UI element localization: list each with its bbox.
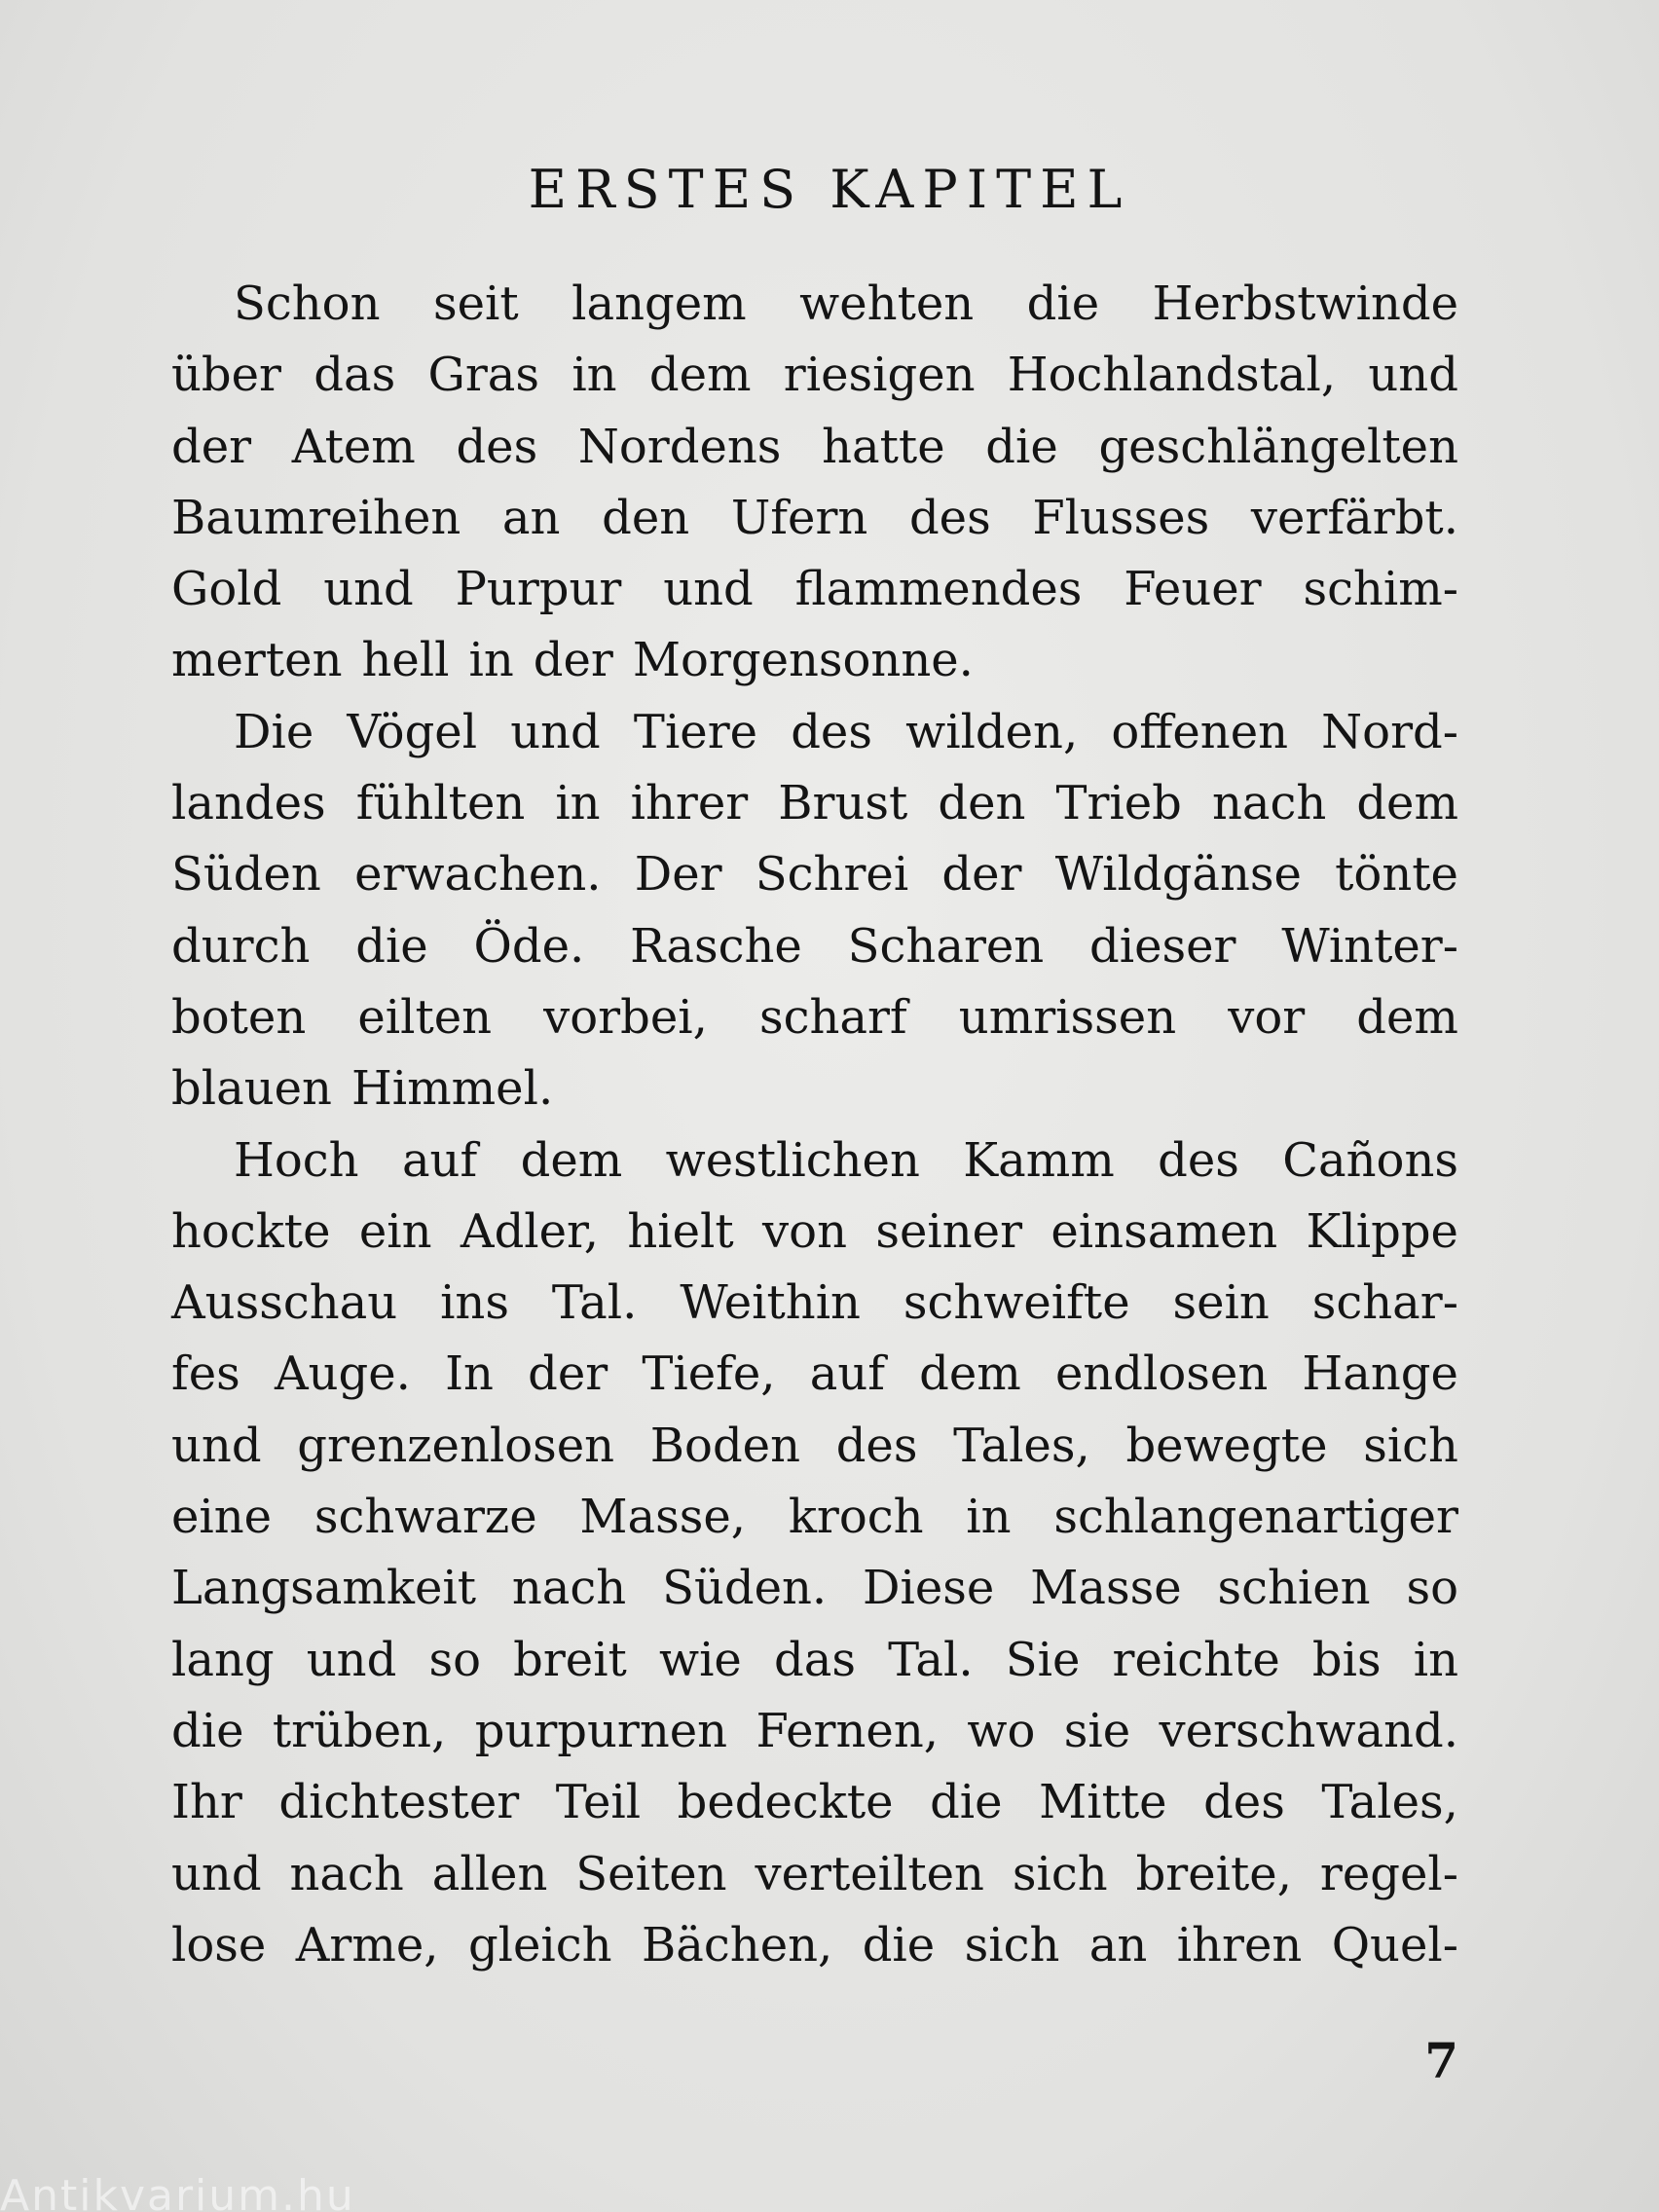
word: Arme, (295, 1917, 439, 1972)
text-line (171, 625, 1458, 696)
word: Baumreihen (171, 490, 461, 545)
word: durch (171, 918, 311, 974)
word: Tiere (633, 704, 758, 759)
text-line (171, 1339, 1458, 1410)
word: eine (171, 1490, 273, 1545)
word: lang (171, 1632, 275, 1687)
word: blauen (171, 1061, 332, 1117)
word: wehten (799, 276, 975, 331)
word: vor (1228, 989, 1306, 1045)
word: gleich (467, 1917, 612, 1972)
word: hatte (822, 419, 945, 474)
text-line (171, 1553, 1458, 1624)
watermark: Antikvarium.hu (0, 2177, 355, 2212)
word: Morgensonne. (632, 633, 974, 688)
word: der (171, 419, 252, 474)
word: hell (361, 633, 450, 688)
text-line (171, 1053, 1458, 1124)
text-line (171, 269, 1458, 340)
word: ins (440, 1275, 509, 1331)
word: sich (1012, 1846, 1108, 1901)
word: reichte (1112, 1632, 1280, 1687)
word: sich (964, 1917, 1060, 1972)
text-line (171, 340, 1458, 411)
word: und (171, 1846, 262, 1901)
word: Diese (863, 1561, 995, 1616)
word: ein (358, 1203, 432, 1259)
word: die (355, 918, 428, 974)
word: an (501, 490, 561, 545)
word: Fernen, (756, 1703, 939, 1758)
text-line (171, 1696, 1458, 1767)
text-line (171, 412, 1458, 483)
word: Langsamkeit (171, 1561, 477, 1616)
word: und (306, 1632, 397, 1687)
word: das (313, 348, 396, 403)
word: Tal. (888, 1632, 974, 1687)
word: Herbstwinde (1152, 276, 1458, 331)
word: Ausschau (171, 1275, 398, 1331)
word: erwachen. (354, 847, 602, 903)
word: dem (520, 1132, 623, 1188)
word: dem (1356, 776, 1458, 831)
word: in (966, 1490, 1012, 1545)
word: Atem (291, 419, 416, 474)
word: umrissen (958, 989, 1177, 1045)
word: Gras (427, 348, 540, 403)
word: und (510, 704, 601, 759)
word: des (1203, 1775, 1285, 1830)
text-line (171, 1767, 1458, 1838)
word: riesigen (783, 348, 976, 403)
word: Öde. (473, 918, 585, 974)
word: in (468, 633, 514, 688)
word: Masse, (579, 1490, 747, 1545)
word: in (1413, 1632, 1458, 1687)
word: Trieb (1055, 776, 1182, 831)
word: auf (401, 1132, 478, 1188)
word: grenzenlosen (297, 1418, 615, 1473)
word: Scharen (847, 918, 1045, 974)
word: trüben, (272, 1703, 447, 1758)
text-line (171, 483, 1458, 554)
word: endlosen (1054, 1346, 1269, 1402)
word: des (456, 419, 538, 474)
word: verteilten (755, 1846, 984, 1901)
text-line (171, 1482, 1458, 1553)
word: kroch (788, 1490, 924, 1545)
word: nach (1211, 776, 1327, 831)
word: seiner (875, 1203, 1023, 1259)
word: das (773, 1632, 856, 1687)
word: verschwand. (1159, 1703, 1458, 1758)
word: fes (171, 1346, 240, 1402)
word: Nordens (577, 419, 782, 474)
text-line (171, 1125, 1458, 1197)
word: Tal. (551, 1275, 638, 1331)
word: Seiten (575, 1846, 727, 1901)
word: geschlängelten (1098, 419, 1458, 474)
text-line (171, 768, 1458, 839)
word: regel- (1319, 1846, 1458, 1901)
word: schlangenartiger (1053, 1490, 1458, 1545)
word: dem (919, 1346, 1021, 1402)
word: Gold (171, 562, 282, 617)
word: westlichen (665, 1132, 920, 1188)
word: Sie (1005, 1632, 1081, 1687)
word: nach (289, 1846, 404, 1901)
word: Tales, (1321, 1775, 1458, 1830)
word: auf (809, 1346, 886, 1402)
word: schweifte (903, 1275, 1130, 1331)
word: lose (171, 1917, 267, 1972)
word: offenen (1111, 704, 1289, 759)
word: Adler, (460, 1203, 599, 1259)
word: breite, (1135, 1846, 1292, 1901)
word: Tales, (953, 1418, 1090, 1473)
word: schar- (1311, 1275, 1458, 1331)
word: den (938, 776, 1026, 831)
word: von (762, 1203, 847, 1259)
word: Mitte (1039, 1775, 1167, 1830)
text-line (171, 1625, 1458, 1696)
word: allen (431, 1846, 548, 1901)
word: bedeckte (677, 1775, 894, 1830)
word: und (1368, 348, 1458, 403)
word: breit (513, 1632, 627, 1687)
word: scharf (758, 989, 907, 1045)
word: wo (967, 1703, 1036, 1758)
word: Die (234, 704, 314, 759)
word: langem (571, 276, 747, 331)
word: purpurnen (474, 1703, 728, 1758)
word: Winter- (1281, 918, 1458, 974)
word: verfärbt. (1250, 490, 1458, 545)
word: über (171, 348, 281, 403)
text-line (171, 839, 1458, 910)
word: des (1158, 1132, 1239, 1188)
word: die (171, 1703, 244, 1758)
text-line (171, 911, 1458, 982)
word: Himmel. (350, 1061, 554, 1117)
word: so (428, 1632, 481, 1687)
word: wilden, (905, 704, 1079, 759)
word: in (555, 776, 601, 831)
word: die (862, 1917, 936, 1972)
word: Cañons (1282, 1132, 1458, 1188)
word: der (941, 847, 1022, 903)
word: eilten (357, 989, 493, 1045)
word: des (835, 1418, 918, 1473)
word: Hochlandstal, (1007, 348, 1337, 403)
word: wie (658, 1632, 742, 1687)
word: boten (171, 989, 307, 1045)
word: Schon (234, 276, 381, 331)
word: Vögel (347, 704, 478, 759)
word: Hoch (234, 1132, 359, 1188)
chapter-title: ERSTES KAPITEL (528, 159, 1131, 220)
word: In (445, 1346, 494, 1402)
word: flammendes (794, 562, 1083, 617)
text-line (171, 1411, 1458, 1482)
word: Auge. (274, 1346, 411, 1402)
word: Hange (1302, 1346, 1458, 1402)
word: vorbei, (543, 989, 708, 1045)
word: Brust (778, 776, 908, 831)
word: Ufern (730, 490, 868, 545)
word: Klippe (1306, 1203, 1458, 1259)
word: Bächen, (642, 1917, 833, 1972)
word: seit (432, 276, 519, 331)
word: Kamm (963, 1132, 1115, 1188)
word: dieser (1089, 918, 1236, 974)
word: sie (1063, 1703, 1131, 1758)
word: Quel- (1331, 1917, 1458, 1972)
word: dichtester (278, 1775, 520, 1830)
word: und (323, 562, 414, 617)
word: und (171, 1418, 262, 1473)
word: schien (1217, 1561, 1371, 1616)
word: in (571, 348, 617, 403)
word: Schrei (755, 847, 909, 903)
word: dem (648, 348, 752, 403)
text-line (171, 1910, 1458, 1981)
text-line (171, 1197, 1458, 1268)
word: so (1406, 1561, 1458, 1616)
word: tönte (1335, 847, 1458, 903)
word: der (528, 1346, 608, 1402)
word: hielt (627, 1203, 734, 1259)
word: sein (1172, 1275, 1270, 1331)
text-line (171, 697, 1458, 768)
page-number: 7 (1424, 2032, 1458, 2089)
word: Süden (171, 847, 321, 903)
word: die (930, 1775, 1003, 1830)
word: Flusses (1032, 490, 1210, 545)
word: schwarze (313, 1490, 537, 1545)
word: Masse (1030, 1561, 1182, 1616)
text-line (171, 982, 1458, 1053)
word: nach (511, 1561, 627, 1616)
text-line (171, 1839, 1458, 1910)
word: Der (634, 847, 722, 903)
word: ihren (1176, 1917, 1303, 1972)
word: Süden. (662, 1561, 828, 1616)
word: dem (1356, 989, 1458, 1045)
word: einsamen (1051, 1203, 1278, 1259)
word: bis (1311, 1632, 1382, 1687)
word: die (985, 419, 1058, 474)
word: sich (1363, 1418, 1458, 1473)
word: ihrer (630, 776, 749, 831)
word: Tiefe, (642, 1346, 776, 1402)
word: Boden (649, 1418, 800, 1473)
word: Weithin (680, 1275, 861, 1331)
word: an (1088, 1917, 1148, 1972)
word: fühlten (355, 776, 526, 831)
word: Nord- (1321, 704, 1458, 759)
word: landes (171, 776, 326, 831)
text-line (171, 554, 1458, 625)
word: den (602, 490, 690, 545)
body-text (171, 269, 1458, 1981)
word: Rasche (630, 918, 802, 974)
word: die (1026, 276, 1100, 331)
word: bewegte (1125, 1418, 1328, 1473)
word: und (663, 562, 754, 617)
word: Wildgänse (1054, 847, 1302, 903)
word: des (791, 704, 872, 759)
word: Ihr (171, 1775, 242, 1830)
word: Purpur (455, 562, 622, 617)
word: Feuer (1124, 562, 1262, 617)
word: Teil (555, 1775, 642, 1830)
word: merten (171, 633, 343, 688)
word: schim- (1303, 562, 1458, 617)
text-line (171, 1268, 1458, 1339)
word: hockte (171, 1203, 331, 1259)
word: des (908, 490, 991, 545)
word: der (533, 633, 613, 688)
